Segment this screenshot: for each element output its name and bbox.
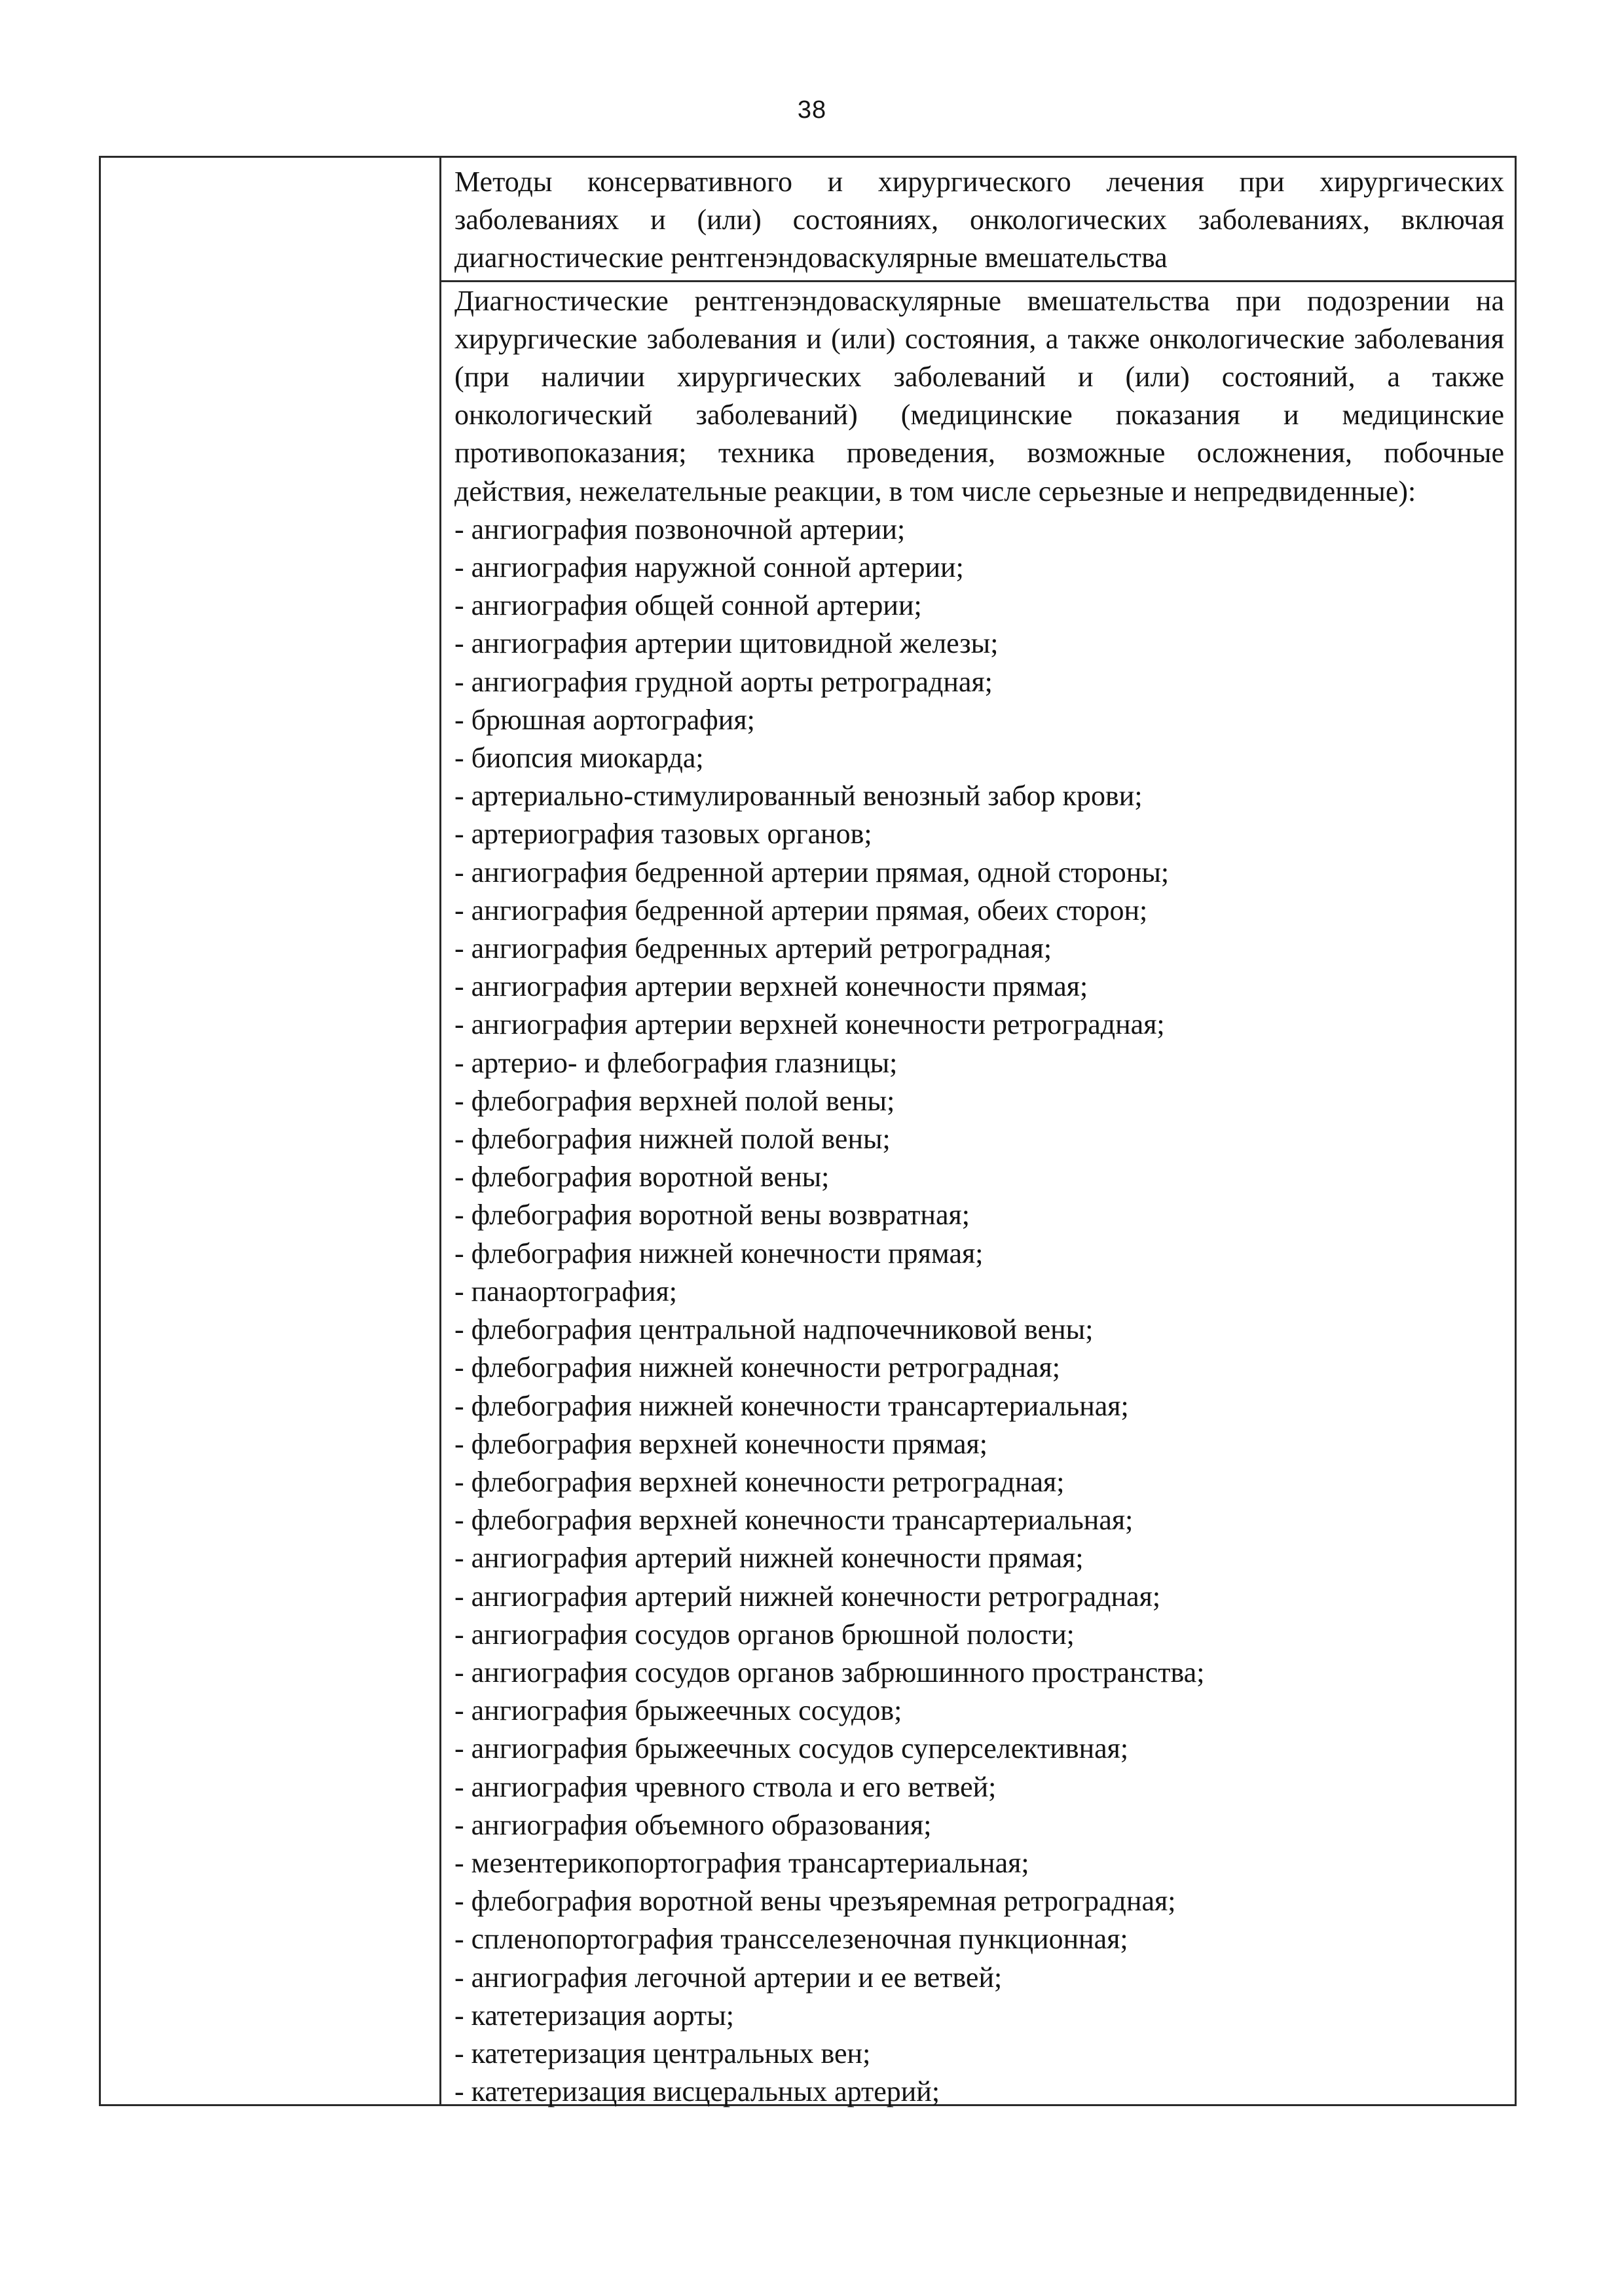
page-number: 38: [797, 96, 827, 124]
list-item: - артериография тазовых органов;: [454, 818, 872, 850]
list-item: - ангиография бедренных артерий ретроградная;: [454, 932, 1052, 965]
list-item: - ангиография брыжеечных сосудов суперселективная;: [454, 1732, 1129, 1765]
list-item: - флебография нижней полой вены;: [454, 1123, 891, 1156]
list-item: - ангиография грудной аорты ретроградная;: [454, 665, 993, 698]
list-item: - катетеризация центральных вен;: [454, 2037, 871, 2069]
list-item: - флебография воротной вены;: [454, 1161, 830, 1194]
list-item: - мезентерикопортография трансартериальная;: [454, 1846, 1029, 1879]
procedures-list: [454, 511, 1504, 2111]
list-item: - ангиография чревного ствола и его ветвей;: [454, 1770, 997, 1803]
list-item: - ангиография объемного образования;: [454, 1808, 932, 1841]
list-item: - флебография воротной вены возвратная;: [454, 1199, 970, 1231]
table-cell-procedures: [441, 282, 1515, 2111]
list-item: - ангиография наружной сонной артерии;: [454, 551, 964, 584]
list-item: - панаортография;: [454, 1275, 677, 1307]
table-left-cell: [101, 158, 441, 2104]
list-item: - флебография верхней полой вены;: [454, 1084, 895, 1117]
list-item: - флебография верхней конечности трансартериальная;: [454, 1504, 1134, 1537]
list-item: - ангиография легочной артерии и ее ветвей;: [454, 1961, 1003, 1994]
list-item: - ангиография позвоночной артерии;: [454, 513, 906, 545]
list-item: - биопсия миокарда;: [454, 742, 704, 774]
list-item: - ангиография артерий нижней конечности прямая;: [454, 1542, 1084, 1575]
list-item: - флебография верхней конечности прямая;: [454, 1427, 987, 1460]
table-cell-methods-heading: [441, 158, 1515, 282]
list-item: - брюшная аортография;: [454, 703, 755, 736]
list-item: - флебография нижней конечности трансартериальная;: [454, 1389, 1129, 1422]
list-item: - флебография нижней конечности прямая;: [454, 1237, 984, 1269]
list-item: - флебография центральной надпочечниковой вены;: [454, 1313, 1094, 1346]
procedures-intro-text: Диагностические рентгенэндоваскулярные вмешательства при подозрении на хирургические заболевания и (или) состояния, а также онкологические заболевания (при наличии хирургических заболеваний и (или) состояний, а также онкологический заболеваний) (медицинские показания и медицинские противопоказания; техника проведения, возможные осложнения, побочные действия, нежелательные реакции, в том числе серьезные и непредвиденные):: [454, 284, 1504, 507]
content-table: [99, 156, 1517, 2106]
list-item: - ангиография артерий нижней конечности ретроградная;: [454, 1580, 1161, 1613]
list-item: - спленопортография трансселезеночная пункционная;: [454, 1923, 1128, 1956]
list-item: - флебография верхней конечности ретроградная;: [454, 1465, 1065, 1498]
list-item: - ангиография бедренной артерии прямая, обеих сторон;: [454, 894, 1148, 926]
list-item: - ангиография сосудов органов забрюшинного пространства;: [454, 1656, 1205, 1688]
list-item: - ангиография общей сонной артерии;: [454, 589, 922, 622]
list-item: - артерио- и флебография глазницы;: [454, 1046, 898, 1079]
list-item: - ангиография бедренной артерии прямая, одной стороны;: [454, 856, 1170, 888]
list-item: - ангиография артерии верхней конечности прямая;: [454, 970, 1088, 1003]
methods-heading-text: Методы консервативного и хирургического лечения при хирургических заболеваниях и (или) состояниях, онкологических заболеваниях, включая диагностические рентгенэндоваскулярные вмешательства: [454, 166, 1504, 274]
list-item: - ангиография брыжеечных сосудов;: [454, 1694, 902, 1727]
list-item: - флебография нижней конечности ретроградная;: [454, 1351, 1060, 1384]
table-right-column: [441, 158, 1515, 2108]
list-item: - ангиография сосудов органов брюшной полости;: [454, 1618, 1075, 1650]
list-item: - ангиография артерии верхней конечности ретроградная;: [454, 1008, 1165, 1041]
list-item: - флебография воротной вены чрезъяремная ретроградная;: [454, 1885, 1176, 1918]
list-item: - катетеризация аорты;: [454, 1999, 735, 2032]
list-item: - ангиография артерии щитовидной железы;: [454, 627, 999, 660]
list-item: - артериально-стимулированный венозный забор крови;: [454, 780, 1143, 812]
list-item: - катетеризация висцеральных артерий;: [454, 2075, 940, 2108]
